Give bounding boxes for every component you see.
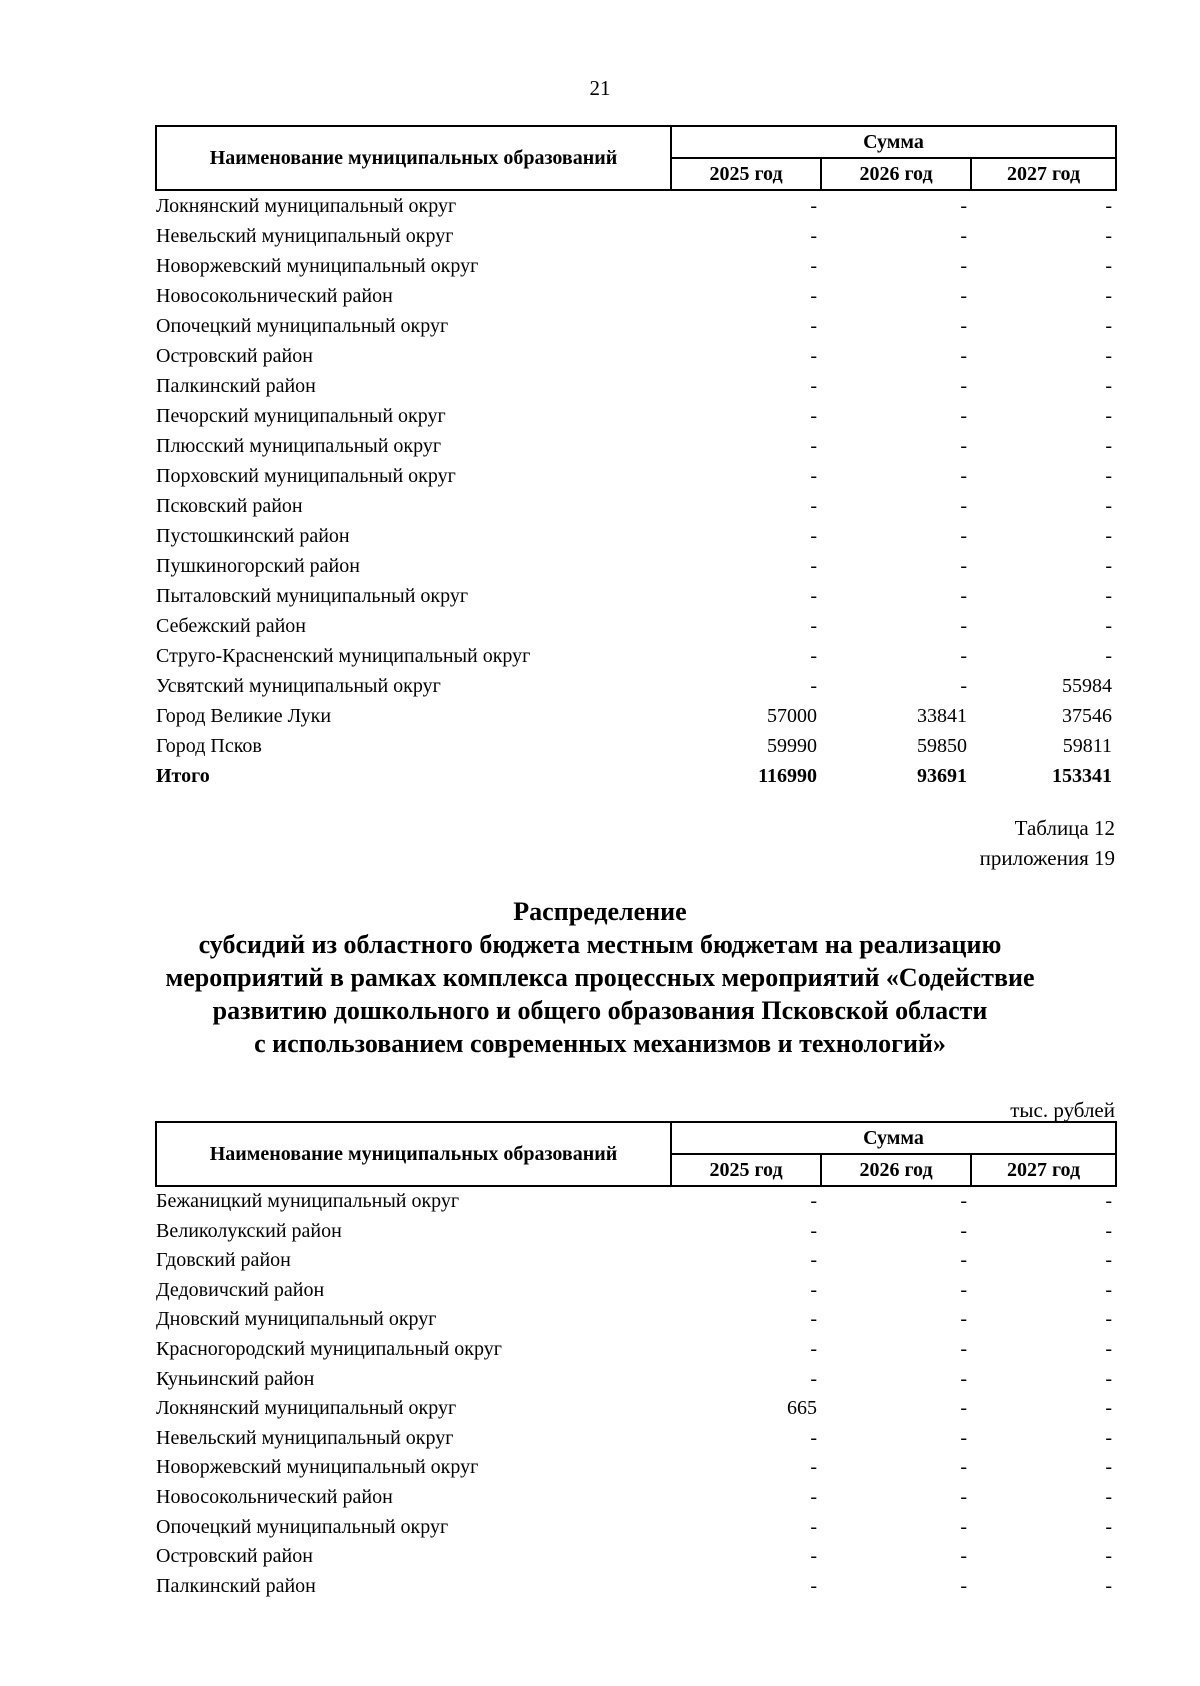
table-row bbox=[156, 1335, 1116, 1365]
amount-cell: - bbox=[810, 225, 817, 247]
table-row bbox=[156, 581, 1116, 611]
amount-cell: - bbox=[1105, 315, 1113, 337]
table-row bbox=[156, 371, 1116, 401]
table-body bbox=[156, 190, 1116, 791]
amount-cell: - bbox=[960, 255, 967, 277]
amount-cell: - bbox=[810, 615, 817, 637]
table-row bbox=[156, 461, 1116, 491]
total-amount: 153341 bbox=[1052, 765, 1113, 787]
amount-cell: - bbox=[810, 375, 817, 397]
table-row bbox=[156, 1513, 1116, 1543]
amount-cell: - bbox=[1105, 405, 1113, 427]
amount-cell: - bbox=[1105, 285, 1113, 307]
heading-line-1: Распределение bbox=[513, 897, 687, 926]
municipality-name: Невельский муниципальный округ bbox=[156, 225, 454, 247]
municipality-name: Островский район bbox=[156, 1545, 313, 1568]
total-row bbox=[156, 761, 1116, 791]
amount-cell: - bbox=[810, 1308, 817, 1331]
municipality-name: Порховский муниципальный округ bbox=[156, 465, 456, 487]
document-heading bbox=[100, 895, 1100, 1060]
amount-cell: - bbox=[960, 1367, 967, 1390]
municipality-name: Опочецкий муниципальный округ bbox=[156, 1515, 449, 1538]
subsidy-table-1 bbox=[155, 125, 1117, 791]
municipality-name: Новоржевский муниципальный округ bbox=[156, 255, 479, 277]
amount-cell: - bbox=[1105, 1367, 1113, 1390]
subsidy-table-2 bbox=[155, 1121, 1117, 1601]
table-row bbox=[156, 1453, 1116, 1483]
table-row bbox=[156, 1186, 1116, 1217]
amount-cell: - bbox=[810, 315, 817, 337]
column-header-name: Наименование муниципальных образований bbox=[156, 1122, 671, 1186]
heading-line-4: развитию дошкольного и общего образования Псковской области bbox=[212, 996, 988, 1025]
municipality-name: Себежский район bbox=[156, 615, 306, 637]
table-row bbox=[156, 491, 1116, 521]
amount-cell: 57000 bbox=[767, 705, 817, 727]
table-row bbox=[156, 1365, 1116, 1395]
amount-cell: - bbox=[1105, 1219, 1113, 1242]
amount-cell: - bbox=[810, 1574, 817, 1597]
heading-line-2: субсидий из областного бюджета местным бюджетам на реализацию bbox=[198, 930, 1002, 959]
amount-cell: - bbox=[1105, 555, 1113, 577]
amount-cell: 55984 bbox=[1062, 675, 1113, 697]
amount-cell: - bbox=[960, 435, 967, 457]
amount-cell: - bbox=[1105, 375, 1113, 397]
table-row bbox=[156, 701, 1116, 731]
amount-cell: - bbox=[1105, 1308, 1113, 1331]
amount-cell: - bbox=[1105, 1545, 1113, 1568]
amount-cell: - bbox=[1105, 1190, 1113, 1212]
amount-cell: - bbox=[960, 1278, 967, 1301]
municipality-name: Опочецкий муниципальный округ bbox=[156, 315, 449, 337]
table-row bbox=[156, 1424, 1116, 1454]
amount-cell: - bbox=[810, 195, 817, 217]
municipality-name: Плюсский муниципальный округ bbox=[156, 435, 442, 457]
amount-cell: - bbox=[960, 1545, 967, 1568]
table-row bbox=[156, 1394, 1116, 1424]
amount-cell: - bbox=[960, 585, 967, 607]
column-header-2025: 2025 год bbox=[671, 1154, 821, 1186]
municipality-name: Струго-Красненский муниципальный округ bbox=[156, 645, 531, 667]
amount-cell: - bbox=[960, 1190, 967, 1212]
amount-cell: - bbox=[810, 465, 817, 487]
amount-cell: - bbox=[1105, 225, 1113, 247]
amount-cell: 33841 bbox=[917, 705, 967, 727]
table-row bbox=[156, 521, 1116, 551]
amount-cell: - bbox=[960, 285, 967, 307]
table-row bbox=[156, 551, 1116, 581]
amount-cell: - bbox=[960, 1485, 967, 1508]
total-amount: 93691 bbox=[917, 765, 967, 787]
amount-cell: - bbox=[1105, 1456, 1113, 1479]
amount-cell: - bbox=[810, 1278, 817, 1301]
amount-cell: - bbox=[960, 1219, 967, 1242]
caption-appendix: приложения 19 bbox=[979, 846, 1115, 870]
municipality-name: Локнянский муниципальный округ bbox=[156, 195, 457, 217]
amount-cell: - bbox=[1105, 1485, 1113, 1508]
page-number: 21 bbox=[589, 76, 611, 100]
amount-cell: - bbox=[1105, 1278, 1113, 1301]
municipality-name: Невельский муниципальный округ bbox=[156, 1426, 454, 1449]
municipality-name: Палкинский район bbox=[156, 1574, 316, 1597]
column-header-sum: Сумма bbox=[671, 126, 1116, 158]
municipality-name: Новосокольнический район bbox=[156, 1485, 393, 1508]
amount-cell: - bbox=[960, 375, 967, 397]
municipality-name: Город Великие Луки bbox=[156, 705, 332, 727]
table-row bbox=[156, 1572, 1116, 1602]
column-header-name: Наименование муниципальных образований bbox=[156, 126, 671, 190]
amount-cell: - bbox=[960, 1308, 967, 1331]
table-row bbox=[156, 1217, 1116, 1247]
municipality-name: Дновский муниципальный округ bbox=[156, 1308, 437, 1331]
table-row bbox=[156, 341, 1116, 371]
amount-cell: - bbox=[1105, 495, 1113, 517]
amount-cell: - bbox=[960, 1337, 967, 1360]
municipality-name: Бежаницкий муниципальный округ bbox=[156, 1190, 460, 1212]
table-row bbox=[156, 1276, 1116, 1306]
amount-cell: - bbox=[960, 345, 967, 367]
amount-cell: - bbox=[1105, 435, 1113, 457]
amount-cell: - bbox=[1105, 255, 1113, 277]
amount-cell: 59850 bbox=[917, 735, 967, 757]
municipality-name: Красногородский муниципальный округ bbox=[156, 1337, 502, 1360]
amount-cell: 665 bbox=[787, 1397, 817, 1420]
table-row bbox=[156, 281, 1116, 311]
amount-cell: - bbox=[960, 1426, 967, 1449]
municipality-name: Дедовичский район bbox=[156, 1278, 325, 1301]
amount-cell: - bbox=[1105, 195, 1113, 217]
amount-cell: - bbox=[960, 1574, 967, 1597]
amount-cell: - bbox=[960, 1397, 967, 1420]
heading-line-3: мероприятий в рамках комплекса процессных мероприятий «Содействие bbox=[165, 963, 1035, 992]
table-row bbox=[156, 1542, 1116, 1572]
amount-cell: - bbox=[1105, 1397, 1113, 1420]
amount-cell: - bbox=[960, 525, 967, 547]
amount-cell: - bbox=[960, 195, 967, 217]
amount-cell: 59811 bbox=[1062, 735, 1113, 757]
amount-cell: - bbox=[810, 1426, 817, 1449]
table-row bbox=[156, 611, 1116, 641]
amount-cell: - bbox=[960, 405, 967, 427]
table-row bbox=[156, 251, 1116, 281]
municipality-name: Печорский муниципальный округ bbox=[156, 405, 446, 427]
amount-cell: - bbox=[1105, 1249, 1113, 1272]
municipality-name: Гдовский район bbox=[156, 1249, 291, 1272]
amount-cell: - bbox=[810, 645, 817, 667]
amount-cell: - bbox=[960, 645, 967, 667]
table-row bbox=[156, 641, 1116, 671]
municipality-name: Пустошкинский район bbox=[156, 525, 350, 547]
table-row bbox=[156, 401, 1116, 431]
column-header-2026: 2026 год bbox=[821, 158, 971, 190]
amount-cell: - bbox=[1105, 1574, 1113, 1597]
amount-cell: - bbox=[810, 525, 817, 547]
amount-cell: - bbox=[810, 495, 817, 517]
amount-cell: - bbox=[1105, 585, 1113, 607]
municipality-name: Великолукский район bbox=[156, 1219, 342, 1242]
amount-cell: - bbox=[960, 225, 967, 247]
amount-cell: - bbox=[960, 675, 967, 697]
municipality-name: Новосокольнический район bbox=[156, 285, 393, 307]
amount-cell: - bbox=[810, 1545, 817, 1568]
table-body bbox=[156, 1186, 1116, 1601]
municipality-name: Город Псков bbox=[156, 735, 262, 757]
table-row bbox=[156, 190, 1116, 221]
amount-cell: - bbox=[1105, 345, 1113, 367]
municipality-name: Палкинский район bbox=[156, 375, 316, 397]
amount-cell: - bbox=[810, 1337, 817, 1360]
table-row bbox=[156, 1305, 1116, 1335]
column-header-sum: Сумма bbox=[671, 1122, 1116, 1154]
caption-table-number: Таблица 12 bbox=[1014, 816, 1115, 840]
amount-cell: - bbox=[810, 1249, 817, 1272]
amount-cell: - bbox=[960, 1249, 967, 1272]
municipality-name: Куньинский район bbox=[156, 1367, 315, 1390]
amount-cell: - bbox=[1105, 1337, 1113, 1360]
amount-cell: - bbox=[1105, 645, 1113, 667]
table-row bbox=[156, 311, 1116, 341]
amount-cell: - bbox=[1105, 525, 1113, 547]
amount-cell: - bbox=[1105, 1515, 1113, 1538]
amount-cell: - bbox=[810, 675, 817, 697]
amount-cell: - bbox=[1105, 1426, 1113, 1449]
municipality-name: Локнянский муниципальный округ bbox=[156, 1397, 457, 1420]
amount-cell: - bbox=[810, 1190, 817, 1212]
amount-cell: - bbox=[960, 1456, 967, 1479]
amount-cell: - bbox=[810, 285, 817, 307]
amount-cell: - bbox=[810, 585, 817, 607]
table-row bbox=[156, 1483, 1116, 1513]
municipality-name: Островский район bbox=[156, 345, 313, 367]
table-row bbox=[156, 221, 1116, 251]
total-amount: 116990 bbox=[758, 765, 817, 787]
amount-cell: - bbox=[810, 1219, 817, 1242]
total-label: Итого bbox=[156, 765, 210, 787]
municipality-name: Псковский район bbox=[156, 495, 303, 517]
amount-cell: - bbox=[810, 435, 817, 457]
amount-cell: - bbox=[1105, 615, 1113, 637]
amount-cell: - bbox=[810, 345, 817, 367]
amount-cell: - bbox=[810, 1485, 817, 1508]
column-header-2026: 2026 год bbox=[821, 1154, 971, 1186]
amount-cell: - bbox=[960, 315, 967, 337]
amount-cell: - bbox=[960, 1515, 967, 1538]
amount-cell: - bbox=[960, 615, 967, 637]
municipality-name: Усвятский муниципальный округ bbox=[156, 675, 441, 697]
table-row bbox=[156, 671, 1116, 701]
amount-cell: - bbox=[810, 255, 817, 277]
amount-cell: - bbox=[810, 1367, 817, 1390]
municipality-name: Новоржевский муниципальный округ bbox=[156, 1456, 479, 1479]
amount-cell: - bbox=[810, 405, 817, 427]
amount-cell: - bbox=[810, 1515, 817, 1538]
amount-cell: - bbox=[810, 555, 817, 577]
heading-line-5: с использованием современных механизмов и технологий» bbox=[254, 1029, 946, 1058]
units-label: тыс. рублей bbox=[1010, 1098, 1115, 1122]
column-header-2027: 2027 год bbox=[971, 158, 1116, 190]
table-caption bbox=[980, 813, 1115, 873]
amount-cell: 59990 bbox=[767, 735, 817, 757]
column-header-2025: 2025 год bbox=[671, 158, 821, 190]
table-row bbox=[156, 731, 1116, 761]
table-row bbox=[156, 1246, 1116, 1276]
municipality-name: Пушкиногорский район bbox=[156, 555, 360, 577]
amount-cell: 37546 bbox=[1062, 705, 1113, 727]
amount-cell: - bbox=[1105, 465, 1113, 487]
column-header-2027: 2027 год bbox=[971, 1154, 1116, 1186]
amount-cell: - bbox=[960, 495, 967, 517]
amount-cell: - bbox=[960, 465, 967, 487]
amount-cell: - bbox=[810, 1456, 817, 1479]
municipality-name: Пыталовский муниципальный округ bbox=[156, 585, 469, 607]
table-row bbox=[156, 431, 1116, 461]
amount-cell: - bbox=[960, 555, 967, 577]
